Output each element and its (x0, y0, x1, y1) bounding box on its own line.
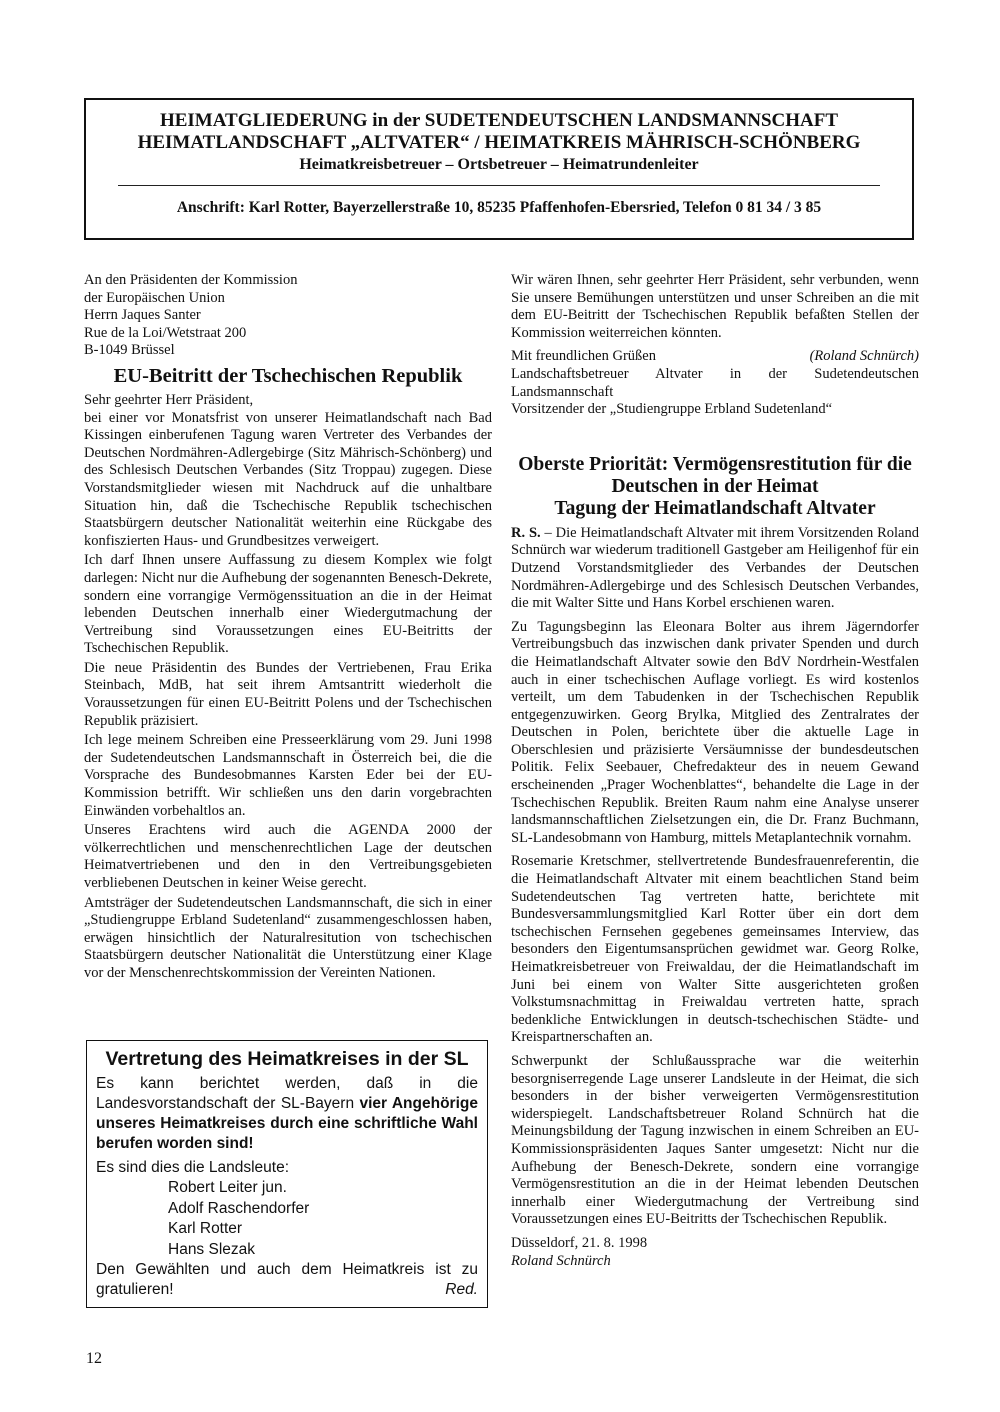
letter-paragraph: Ich lege meinem Schreiben eine Presseerklärung vom 29. Juni 1998 der Sudetendeutschen Landsmannschaft in Österreich bei, die die Vorsprache des Bundesobmannes Karsten Eder bei der EU-Kommission betrifft. Wir schließen uns den darin vorgebrachten Einwänden vorbehaltlos an. (84, 732, 492, 819)
article-title (511, 454, 919, 520)
article-title-line: Deutschen in der Heimat (611, 475, 819, 497)
signer-role: Landschaftsbetreuer Altvater in der Sudetendeutschen Landsmannschaft (511, 365, 919, 400)
header-line-1: HEIMATGLIEDERUNG in der SUDETENDEUTSCHEN LANDSMANNSCHAFT (159, 110, 839, 131)
right-column (511, 272, 919, 1270)
page-number: 12 (86, 1350, 102, 1367)
article-paragraph: Zu Tagungsbeginn las Eleonara Bolter aus ihrem Jägerndorfer Vertreibungsbuch das inzwischen dank privater Spenden und durch die Heimatlandschaft Altvater sowie den BdV Nordrhein-Westfalen auch in einer tschechischen Auflage vorliegt. Es wird kostenlos verteilt, um dem Tabudenken in der Tschechischen Republik entgegenzuwirken. Georg Brylka, Mitglied des Zentralrates der Deutschen in Polen, berichtete über die aktuelle Lage in Oberschlesien und präzisierte Versäumnisse der bundesdeutschen Politik. Felix Seebauer, Chefredakteur des in neuem Gewand erscheinenden „Prager Wochenblattes“, behandelte die Lage in der Tschechischen Republik. Breiten Raum nahm eine Analyse unserer landsmannschaftlichen Zielsetzungen ein, die Dr. Franz Buchmann, SL-Landesobmann von Hamburg, mittels Metaplantechnik vornahm. (511, 618, 919, 846)
place-date: Düsseldorf, 21. 8. 1998 (511, 1234, 648, 1251)
sl-box-closing (96, 1260, 478, 1300)
sl-representation-box (86, 1040, 488, 1308)
letter-signer: (Roland Schnürch) (809, 348, 919, 365)
letter-paragraph: Unseres Erachtens wird auch die AGENDA 2000 der völkerrechtlichen und menschenrechtlichen Lage der deutschen Heimatvertriebenen und den in den Vertreibungsgebieten verbliebenen Deutschen in keiner Weise gerecht. (84, 822, 492, 891)
article-paragraph: Rosemarie Kretschmer, stellvertretende Bundesfrauenreferentin, die die Heimatlandschaft Altvater mit einem beachtlichen Stand beim Sudetendeutschen Tag vertreten hatte, berichtete mit Bundesversammlungsmitglied Karl Rotter über ein dort dem tschechischen Fernsehen gegebenes gemeinsames Interview, das besonders den Eigentumsansprüchen gewidmet war. Georg Rolke, Heimatkreisbetreuer von Freiwaldau, der die Heimatlandschaft im Juni bei einem von Walter Sitte ausgerichteten großen Volkstumsnachmittag in Freiwaldau vertreten hatte, sprach bedenkliche Entwicklungen in deutsch-tschechischen Städte- und Kreispartnerschaften an. (511, 853, 919, 1046)
header-line-3: Heimatkreisbetreuer – Ortsbetreuer – Heimatrundenleiter (299, 156, 699, 173)
sl-box-editor: Red. (445, 1281, 478, 1298)
greeting-line (511, 348, 919, 366)
header-divider (118, 185, 880, 186)
elected-name: Karl Rotter (168, 1220, 243, 1237)
letter-paragraph: Die neue Präsidentin des Bundes der Vertriebenen, Frau Erika Steinbach, MdB, hat seit ihrem Amtsantritt wiederholt die Voraussetzungen für einen EU-Beitritt Polens und der Tschechischen Republik präzisiert. (84, 659, 492, 729)
article-title-line: Tagung der Heimatlandschaft Altvater (554, 497, 876, 519)
article-paragraph: Schwerpunkt der Schlußaussprache war die weiterhin besorgniserregende Lage unserer Landsleute in der Heimat, die sich besonders in der bisher verweigerten Vermögensrestitution widerspiegelt. Landschaftsbetreuer Roland Schnürch hat die Meinungsbildung der Tagung inzwischen in einem Schreiben an EU-Kommissionspräsidenten Jaques Santer umgesetzt: Nicht nur die Aufhebung der Benesch-Dekrete, sondern eine vorrangige Vermögensrestitution an die in der Heimat lebenden Deutschen innerhalb einer Wiedergutmachung der Vertreibung sind Voraussetzungen eines EU-Beitritts der Tschechischen Republik. (511, 1052, 919, 1228)
article-author: Roland Schnürch (511, 1252, 611, 1269)
header-address: Anschrift: Karl Rotter, Bayerzellerstraße 10, 85235 Pfaffenhofen-Ebersried, Telefon 0 81 34 / 3 85 (176, 199, 822, 216)
header-line-2: HEIMATLANDSCHAFT „ALTVATER“ / HEIMATKREIS MÄHRISCH-SCHÖNBERG (137, 132, 861, 153)
sl-box-title: Vertretung des Heimatkreises in der SL (105, 1048, 469, 1070)
recipient-line: der Europäischen Union (84, 289, 225, 306)
left-column (84, 272, 492, 983)
signer-role: Vorsitzender der „Studiengruppe Erbland Sudetenland“ (511, 401, 833, 418)
header-box (84, 98, 914, 240)
sl-box-bold-text: vier Angehörige unseres Heimatkreises durch eine schriftliche Wahl berufen worden sind! (96, 1095, 478, 1152)
recipient-line: Rue de la Loi/Wetstraat 200 (84, 324, 247, 341)
elected-names-list (168, 1178, 478, 1260)
author-initials: R. S. (511, 524, 541, 541)
sl-box-closing-text: Den Gewählten und auch dem Heimatkreis ist zu gratulieren! (96, 1261, 478, 1298)
recipient-line: B-1049 Brüssel (84, 342, 175, 359)
elected-name: Hans Slezak (168, 1240, 256, 1258)
letter-paragraph: bei einer vor Monatsfrist von unserer Heimatlandschaft nach Bad Kissingen einberufenen Tagung waren Vertreter des Verbandes der Deutschen Nordmähren-Adlergebirge (Sitz Mährisch-Schönberg) und des Schlesisch Deutschen Verbandes (Sitz Troppau) zugegen. Diese Vorstandsmitglieder wiesen mit Nachdruck auf die unhaltbare Situation hin, daß die Tschechische Republik tschechischen Staatsbürgern deutscher Nationalität weiterhin eine Rückgabe des konfiszierten Haus- und Grundbesitzes verweigert. (84, 409, 492, 549)
recipient-address (84, 272, 492, 360)
elected-name: Robert Leiter jun. (168, 1179, 287, 1196)
letter-paragraph: Amtsträger der Sudetendeutschen Landsmannschaft, die sich in einer „Studiengruppe Erbland Sudetenland“ zusammengeschlossen haben, erwägen hinsichtlich der Naturalresitution von tschechischen Staatsbürgern deutscher Nationalität die Unterstützung einer Klage vor der Menschenrechtskommission der Vereinten Nationen. (84, 894, 492, 981)
letter-greeting: Mit freundlichen Grüßen (511, 348, 656, 365)
sl-box-intro: Es sind dies die Landsleute: (96, 1159, 290, 1176)
article-lead (511, 525, 919, 613)
recipient-line: Herrn Jaques Santer (84, 307, 201, 324)
letter-paragraph: Ich darf Ihnen unsere Auffassung zu diesem Komplex wie folgt darlegen: Nicht nur die Aufhebung der sogenannten Benesch-Dekrete, sondern eine vorrangige Vermögenssituation an die in der Heimat lebenden Deutschen innerhalb einer Wiedergutmachung der Vertreibung sind Voraussetzungen eines EU-Beitritts der Tschechischen Republik. (84, 552, 492, 657)
letter-title: EU-Beitritt der Tschechischen Republik (113, 364, 463, 387)
sl-box-text: Es kann berichtet werden, daß in die Landesvorstandschaft der SL-Bayern (96, 1075, 478, 1112)
letter-closing-paragraph: Wir wären Ihnen, sehr geehrter Herr Präsident, sehr verbunden, wenn Sie unsere Bemühungen unterstützen und unser Schreiben an die mit dem EU-Beitritt der Tschechischen Republik befaßten Stellen der Kommission weiterreichen könnten. (511, 272, 919, 341)
elected-name: Adolf Raschendorfer (168, 1199, 310, 1217)
article-lead-text: – Die Heimatlandschaft Altvater mit ihrem Vorsitzenden Roland Schnürch war wiederum traditionell Gastgeber am Heiligenhof für ein Dutzend Vorstandsmitglieder des Verbandes der Deutschen Nordmähren-Adlergebirge und des Schlesisch Deutschen Verbandes, die mit Walter Sitte und Hans Korbel erschienen waren. (511, 524, 919, 612)
recipient-line: An den Präsidenten der Kommission (84, 272, 298, 288)
article-title-line: Oberste Priorität: Vermögensrestitution für die (518, 453, 912, 475)
sl-box-announcement (96, 1074, 478, 1154)
letter-salutation: Sehr geehrter Herr Präsident, (84, 391, 254, 408)
